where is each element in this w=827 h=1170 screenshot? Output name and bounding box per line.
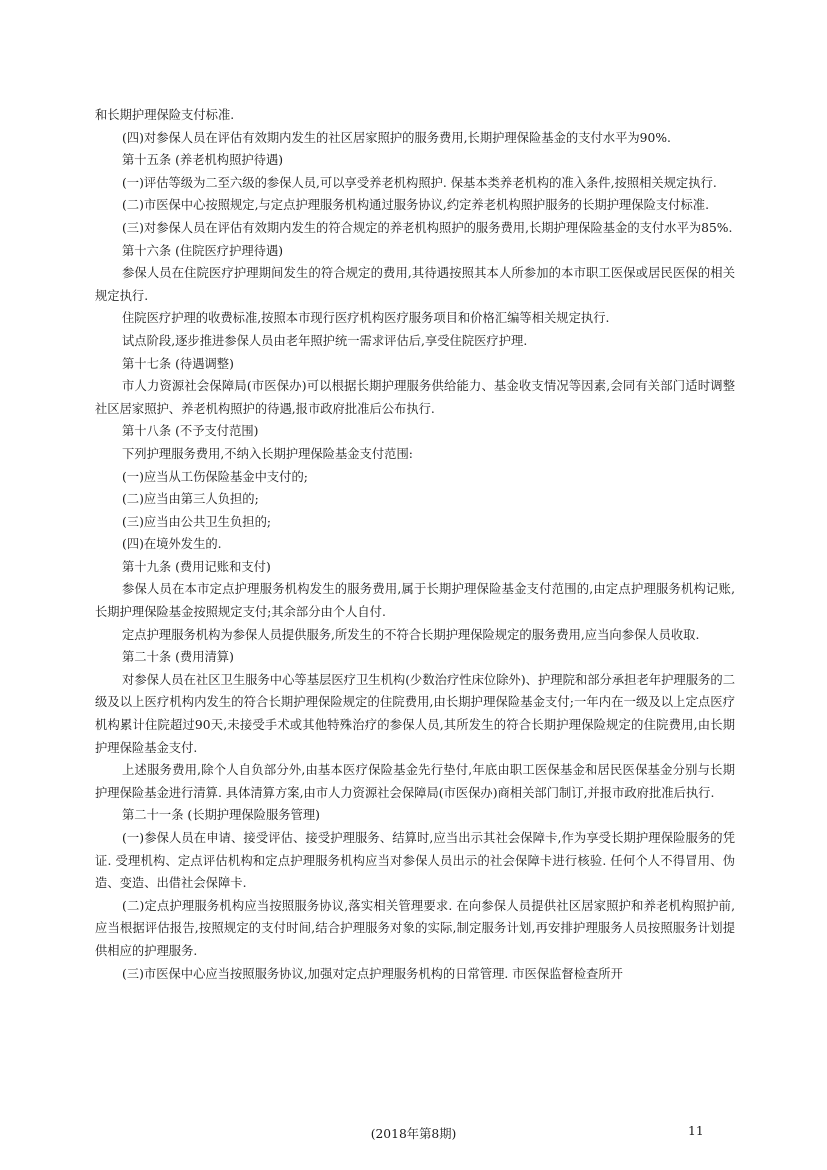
paragraph: (三)应当由公共卫生负担的; [122,514,272,529]
paragraph: (二)应当由第三人负担的; [122,492,259,507]
paragraph: 下列护理服务费用,不纳入长期护理保险基金支付范围: [122,446,413,461]
article-heading: 第十六条 (住院医疗护理待遇) [122,243,284,258]
paragraph: 对参保人员在社区卫生服务中心等基层医疗卫生机构(少数治疗性床位除外)、护理院和部分承担老年护理服务的二级及以上医疗机构内发生的符合长期护理保险规定的住院费用,由长期护理保险基金支付;一年内在一级及以上定点医疗机构累计住院超过90天,未接受手术或其他特殊治疗的参保人员,其所发生的符合长期护理保险规定的住院费用,由长期护理保险基金支付. [95,672,735,755]
article-heading: 第二十一条 (长期护理保险服务管理) [122,808,320,823]
paragraph: 参保人员在住院医疗护理期间发生的符合规定的费用,其待遇按照其本人所参加的本市职工医保或居民医保的相关规定执行. [95,266,735,303]
paragraph: (二)定点护理服务机构应当按照服务协议,落实相关管理要求. 在向参保人员提供社区居家照护和养老机构照护前,应当根据评估报告,按照规定的支付时间,结合护理服务对象的实际,制定服务计划,再安排护理服务人员按照服务计划提供相应的护理服务. [95,898,735,958]
paragraph: 上述服务费用,除个人自负部分外,由基本医疗保险基金先行垫付,年底由职工医保基金和居民医保基金分别与长期护理保险基金进行清算. 具体清算方案,由市人力资源社会保障局(市医保办)商相关部门制订,并报市政府批准后执行. [95,763,735,800]
footer-page-number: 11 [688,1124,704,1138]
paragraph: 定点护理服务机构为参保人员提供服务,所发生的不符合长期护理保险规定的服务费用,应当向参保人员收取. [122,627,700,642]
article-heading: 第十七条 (待遇调整) [122,356,234,371]
footer-issue: (2018年第8期) [370,1127,457,1141]
paragraph: (四)对参保人员在评估有效期内发生的社区居家照护的服务费用,长期护理保险基金的支付水平为90%. [122,130,671,145]
body-text [95,104,735,985]
paragraph: (一)评估等级为二至六级的参保人员,可以享受养老机构照护. 保基本类养老机构的准入条件,按照相关规定执行. [122,175,717,190]
paragraph: (三)市医保中心应当按照服务协议,加强对定点护理服务机构的日常管理. 市医保监督检查所开 [122,966,623,981]
paragraph: (二)市医保中心按照规定,与定点护理服务机构通过服务协议,约定养老机构照护服务的长期护理保险支付标准. [122,198,709,213]
article-heading: 第十八条 (不予支付范围) [122,424,259,439]
paragraph: (三)对参保人员在评估有效期内发生的符合规定的养老机构照护的服务费用,长期护理保险基金的支付水平为85%. [122,220,733,235]
paragraph: 试点阶段,逐步推进参保人员由老年照护统一需求评估后,享受住院医疗护理. [122,333,528,348]
article-heading: 第二十条 (费用清算) [122,650,234,665]
paragraph: 和长期护理保险支付标准. [95,108,235,122]
paragraph: (四)在境外发生的. [122,537,222,552]
paragraph: 市人力资源社会保障局(市医保办)可以根据长期护理服务供给能力、基金收支情况等因素,会同有关部门适时调整社区居家照护、养老机构照护的待遇,报市政府批准后公布执行. [95,379,735,416]
article-heading: 第十九条 (费用记账和支付) [122,559,271,574]
paragraph: 住院医疗护理的收费标准,按照本市现行医疗机构医疗服务项目和价格汇编等相关规定执行. [122,311,610,326]
paragraph: 参保人员在本市定点护理服务机构发生的服务费用,属于长期护理保险基金支付范围的,由定点护理服务机构记账,长期护理保险基金按照规定支付;其余部分由个人自付. [95,582,735,620]
paragraph: (一)应当从工伤保险基金中支付的; [122,469,308,484]
article-heading: 第十五条 (养老机构照护待遇) [122,153,284,168]
paragraph: (一)参保人员在申请、接受评估、接受护理服务、结算时,应当出示其社会保障卡,作为享受长期护理保险服务的凭证. 受理机构、定点评估机构和定点护理服务机构应当对参保人员出示的社会保障卡进行核验. 任何个人不得冒用、伪造、变造、出借社会保障卡. [95,831,735,891]
